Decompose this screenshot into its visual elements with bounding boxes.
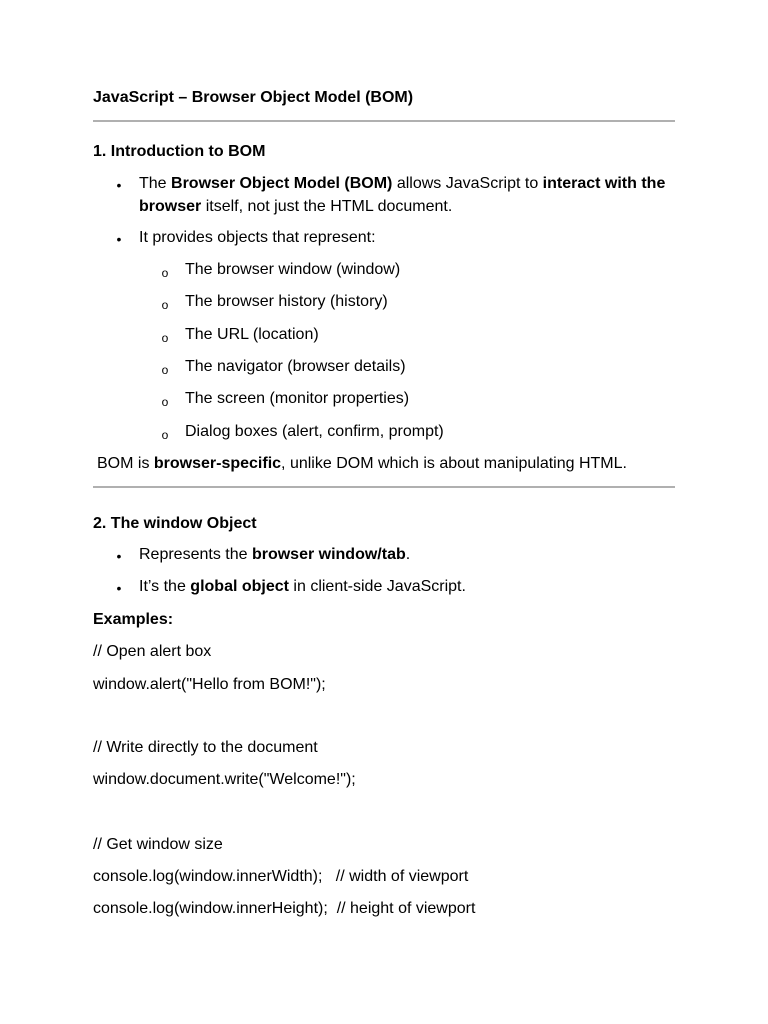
list-item: It’s the global object in client-side JavaScript.: [139, 578, 466, 595]
code-line: console.log(window.innerHeight); // height of viewport: [93, 900, 476, 917]
list-item: The screen (monitor properties): [185, 390, 410, 407]
list-item: The browser history (history): [185, 293, 388, 310]
bullet-marker: •: [116, 548, 122, 564]
sub-bullet-marker: o: [161, 428, 169, 442]
section-heading: 2. The window Object: [93, 515, 257, 532]
list-item-continuation: browser itself, not just the HTML document.: [139, 198, 453, 215]
sub-bullet-marker: o: [161, 395, 169, 409]
sub-bullet-marker: o: [161, 331, 169, 345]
list-item: The URL (location): [185, 326, 319, 343]
note-paragraph: BOM is browser-specific, unlike DOM which is about manipulating HTML.: [97, 455, 627, 472]
list-item: The browser window (window): [185, 261, 401, 278]
bullet-marker: •: [116, 580, 122, 596]
sub-bullet-marker: o: [161, 298, 169, 312]
document-page: [93, 0, 675, 1024]
code-line: console.log(window.innerWidth); // width of viewport: [93, 868, 469, 885]
list-item: The Browser Object Model (BOM) allows JavaScript to interact with the: [139, 175, 666, 192]
list-item: Dialog boxes (alert, confirm, prompt): [185, 423, 444, 440]
code-line: window.document.write("Welcome!");: [93, 771, 356, 788]
examples-label: Examples:: [93, 611, 174, 628]
list-item: The navigator (browser details): [185, 358, 406, 375]
divider: [93, 120, 675, 122]
bullet-marker: •: [116, 177, 122, 193]
section-heading: 1. Introduction to BOM: [93, 143, 266, 160]
code-line: // Open alert box: [93, 643, 212, 660]
code-line: // Write directly to the document: [93, 739, 318, 756]
document-title: JavaScript – Browser Object Model (BOM): [93, 89, 414, 106]
code-line: // Get window size: [93, 836, 223, 853]
list-item: Represents the browser window/tab.: [139, 546, 411, 563]
bullet-marker: •: [116, 231, 122, 247]
sub-bullet-marker: o: [161, 363, 169, 377]
code-line: window.alert("Hello from BOM!");: [93, 676, 326, 693]
divider: [93, 486, 675, 488]
list-item: It provides objects that represent:: [139, 229, 376, 246]
sub-bullet-marker: o: [161, 266, 169, 280]
